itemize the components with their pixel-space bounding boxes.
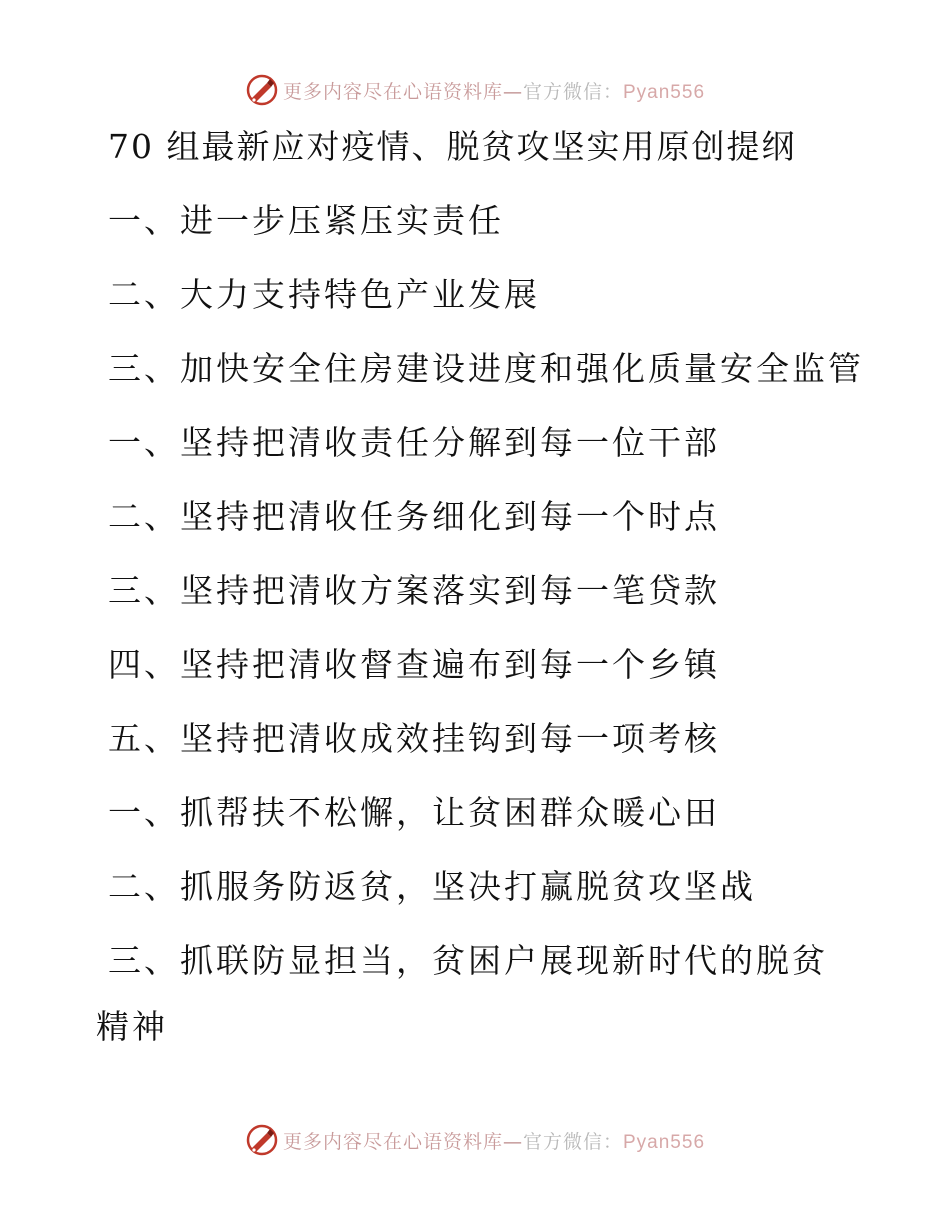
pen-logo-icon [245,1123,279,1157]
outline-item: 二、坚持把清收任务细化到每一个时点 [108,497,720,536]
watermark-wechat-label: 官方微信： [522,80,623,103]
outline-item: 四、坚持把清收督查遍布到每一个乡镇 [108,645,720,684]
outline-item: 三、抓联防显担当，贫困户展现新时代的脱贫精神 [96,941,828,1046]
header-watermark-banner [0,70,950,110]
watermark-dash: — [502,80,523,103]
watermark-site-name: 更多内容尽在心语资料库 [282,1130,503,1153]
watermark-text [283,77,705,104]
footer-watermark-banner [0,1120,950,1160]
watermark-wechat-label: 官方微信： [522,1130,623,1153]
outline-item: 一、抓帮扶不松懈，让贫困群众暖心田 [108,793,720,832]
outline-item: 一、进一步压紧压实责任 [108,201,504,240]
watermark-wechat-id: Pyan556 [623,1131,706,1153]
outline-item: 五、坚持把清收成效挂钩到每一项考核 [108,719,720,758]
watermark-text [283,1127,705,1154]
document-body [96,120,864,1080]
outline-item: 三、坚持把清收方案落实到每一笔贷款 [108,571,720,610]
outline-item: 二、抓服务防返贫，坚决打赢脱贫攻坚战 [108,867,756,906]
outline-item: 一、坚持把清收责任分解到每一位干部 [108,423,720,462]
document-title: 70 组最新应对疫情、脱贫攻坚实用原创提纲 [108,127,797,166]
outline-item: 二、大力支持特色产业发展 [108,275,540,314]
outline-item: 三、加快安全住房建设进度和强化质量安全监管 [108,349,864,388]
watermark-dash: — [502,1130,523,1153]
watermark-wechat-id: Pyan556 [623,81,706,103]
pen-logo-icon [245,73,279,107]
watermark-site-name: 更多内容尽在心语资料库 [282,80,503,103]
